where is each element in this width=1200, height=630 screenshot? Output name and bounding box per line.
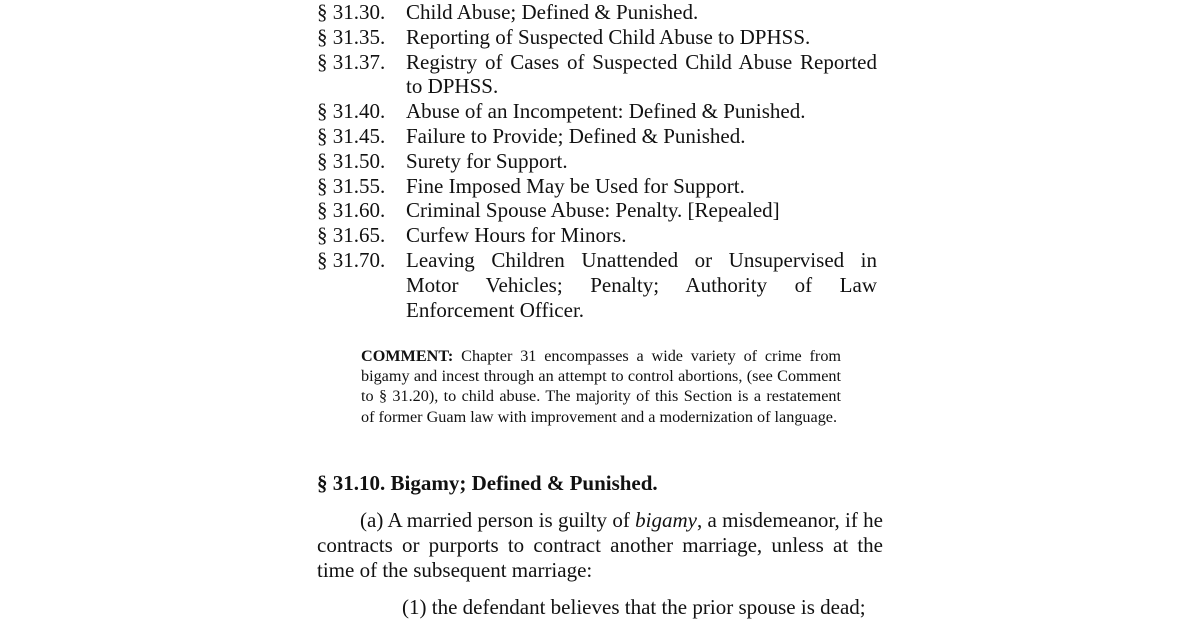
toc-section-number: § 31.65.: [317, 223, 386, 248]
comment-text: Chapter 31 encompasses a wide variety of crime from bigamy and incest through an attempt to control abortions, (see Comment to § 31.20), to child abuse. The majority of this Section is a restatement of former Guam law with improvement and a modernization of language.: [361, 347, 842, 426]
toc-section-number: § 31.35.: [317, 24, 386, 49]
toc-section-number: § 31.45.: [317, 123, 386, 148]
toc-section-title: Registry of Cases of Suspected Child Abuse Reported to DPHSS.: [406, 49, 877, 99]
paragraph-emphasis: bigamy: [635, 508, 697, 532]
table-of-contents: [317, 0, 877, 322]
comment-block: [361, 346, 841, 427]
toc-section-title: Reporting of Suspected Child Abuse to DPHSS.: [406, 24, 811, 49]
section-heading: § 31.10. Bigamy; Defined & Punished.: [317, 471, 658, 495]
comment-label: COMMENT:: [361, 347, 454, 365]
toc-section-number: § 31.50.: [317, 148, 386, 173]
toc-entry: [317, 25, 877, 50]
toc-section-title: Failure to Provide; Defined & Punished.: [406, 123, 746, 148]
paragraph-text: (a) A married person is guilty of: [360, 508, 630, 532]
paragraph-text: , a misdemeanor, if he contracts or purports to contract another marriage, unless at the time of the subsequent marriage:: [317, 508, 883, 582]
toc-section-title: Leaving Children Unattended or Unsupervised in Motor Vehicles; Penalty; Authority of Law Enforcement Officer.: [406, 247, 877, 322]
toc-section-number: § 31.60.: [317, 198, 386, 223]
toc-section-number: § 31.70.: [317, 247, 386, 272]
toc-entry: [317, 50, 877, 100]
toc-entry: [317, 0, 877, 25]
toc-section-number: § 31.37.: [317, 49, 386, 74]
toc-section-number: § 31.55.: [317, 173, 386, 198]
toc-section-number: § 31.40.: [317, 99, 386, 124]
toc-section-number: § 31.30.: [317, 0, 386, 24]
toc-entry: [317, 174, 877, 199]
toc-section-title: Surety for Support.: [406, 148, 568, 173]
toc-section-title: Criminal Spouse Abuse: Penalty. [Repealed]: [406, 198, 780, 223]
toc-entry: [317, 99, 877, 124]
toc-section-title: Fine Imposed May be Used for Support.: [406, 173, 745, 198]
toc-entry: [317, 223, 877, 248]
toc-entry: [317, 149, 877, 174]
section-paragraph: [317, 508, 883, 582]
toc-section-title: Abuse of an Incompetent: Defined & Punished.: [406, 99, 806, 124]
toc-entry: [317, 124, 877, 149]
toc-section-title: Child Abuse; Defined & Punished.: [406, 0, 699, 24]
toc-entry: [317, 198, 877, 223]
subsection-1: (1) the defendant believes that the prior spouse is dead;: [402, 595, 866, 619]
toc-section-title: Curfew Hours for Minors.: [406, 223, 627, 248]
toc-entry: [317, 248, 877, 322]
